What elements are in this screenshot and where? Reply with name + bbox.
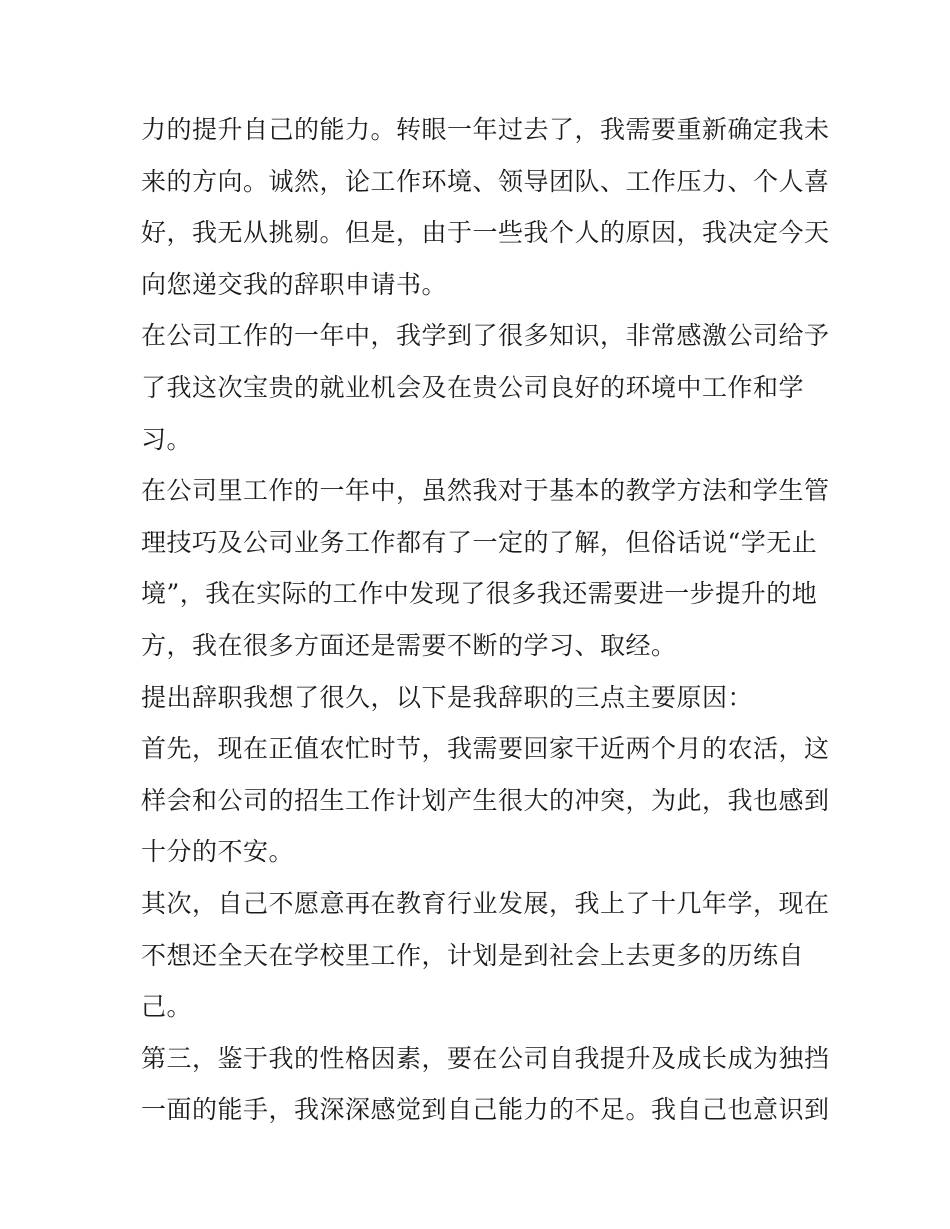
text-line: 在公司工作的一年中，我学到了很多知识，非常感激公司给予 [141,321,830,351]
text-line: 一面的能手，我深深感觉到自己能力的不足。我自己也意识到 [141,1095,830,1125]
text-line: 力的提升自己的能力。转眼一年过去了，我需要重新确定我未 [141,115,830,144]
text-line: 第三，鉴于我的性格因素，要在公司自我提升及成长成为独挡 [141,1043,830,1073]
text-line: 在公司里工作的一年中，虽然我对于基本的教学方法和学生管 [141,476,830,506]
text-line: 其次，自己不愿意再在教育行业发展，我上了十几年学，现在 [141,888,830,918]
text-line: 了我这次宝贵的就业机会及在贵公司良好的环境中工作和学 [141,372,805,402]
text-line: 首先，现在正值农忙时节，我需要回家干近两个月的农活，这 [141,734,830,764]
text-line: 己。 [141,992,193,1022]
resignation-letter-body [141,104,830,1136]
text-line: 习。 [141,424,193,454]
text-line: 不想还全天在学校里工作，计划是到社会上去更多的历练自 [141,940,805,970]
text-line: 向您递交我的辞职申请书。 [141,269,448,299]
text-line: 十分的不安。 [141,837,295,867]
text-line: 方，我在很多方面还是需要不断的学习、取经。 [141,630,677,660]
text-line: 样会和公司的招生工作计划产生很大的冲突，为此，我也感到 [141,785,830,815]
text-line: 境”，我在实际的工作中发现了很多我还需要进一步提升的地 [141,579,818,609]
text-line: 来的方向。诚然，论工作环境、领导团队、工作压力、个人喜 [141,166,830,196]
text-line: 理技巧及公司业务工作都有了一定的了解，但俗话说“学无止 [141,527,818,557]
text-line: 提出辞职我想了很久，以下是我辞职的三点主要原因： [141,682,754,712]
text-line: 好，我无从挑剔。但是，由于一些我个人的原因，我决定今天 [141,218,830,248]
